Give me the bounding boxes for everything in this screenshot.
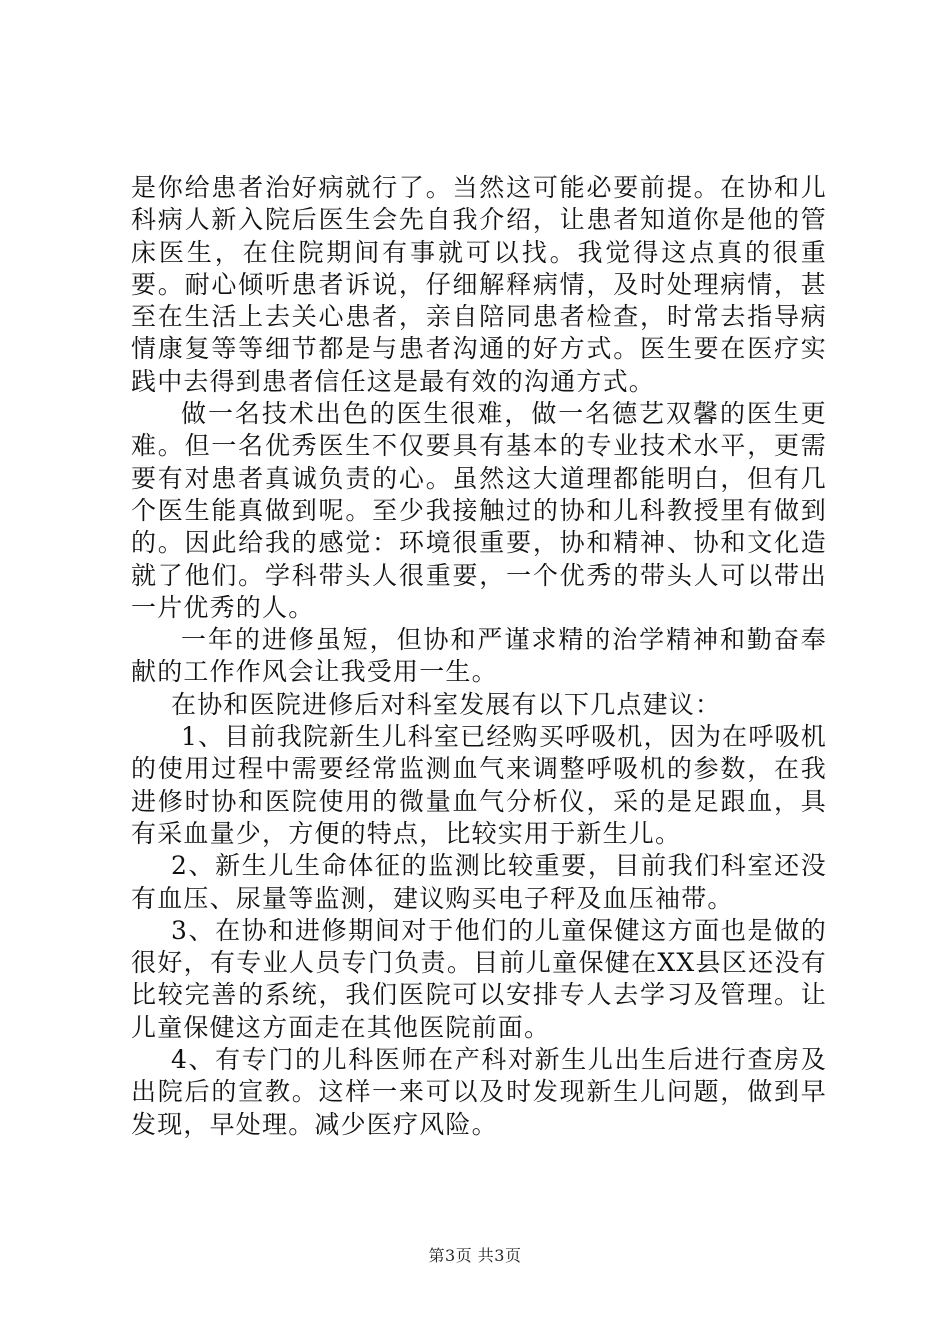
document-body xyxy=(131,172,827,1141)
suggestion-item-3: 3、在协和进修期间对于他们的儿童保健这方面也是做的很好，有专业人员专门负责。目前儿童保健在XX县区还没有比较完善的系统，我们医院可以安排专人去学习及管理。让儿童保健这方面走在其他医院前面。 xyxy=(131,915,827,1042)
paragraph-suggestions-intro: 在协和医院进修后对科室发展有以下几点建议： xyxy=(171,689,722,719)
suggestion-item-1: 1、目前我院新生儿科室已经购买呼吸机，因为在呼吸机的使用过程中需要经常监测血气来调整呼吸机的参数，在我进修时协和医院使用的微量血气分析仪，采的是足跟血，具有采血量少，方便的特点，比较实用于新生儿。 xyxy=(131,722,827,848)
suggestion-item-4: 4、有专门的儿科医师在产科对新生儿出生后进行查房及出院后的宣教。这样一来可以及时发现新生儿问题，做到早发现，早处理。减少医疗风险。 xyxy=(131,1045,827,1139)
paragraph-doctor-qualities: 做一名技术出色的医生很难，做一名德艺双馨的医生更难。但一名优秀医生不仅要具有基本的专业技术水平，更需要有对患者真诚负责的心。虽然这大道理都能明白，但有几个医生能真做到呢。至少我接触过的协和儿科教授里有做到的。因此给我的感觉：环境很重要，协和精神、协和文化造就了他们。学科带头人很重要，一个优秀的带头人可以带出一片优秀的人。 xyxy=(131,399,827,622)
paragraph-continuation: 是你给患者治好病就行了。当然这可能必要前提。在协和儿科病人新入院后医生会先自我介绍，让患者知道你是他的管床医生，在住院期间有事就可以找。我觉得这点真的很重要。耐心倾听患者诉说，仔细解释病情，及时处理病情，甚至在生活上去关心患者，亲自陪同患者检查，时常去指导病情康复等等细节都是与患者沟通的好方式。医生要在医疗实践中去得到患者信任这是最有效的沟通方式。 xyxy=(131,173,827,396)
page-footer: 第3页 共3页 xyxy=(428,1246,522,1265)
suggestion-item-2: 2、新生儿生命体征的监测比较重要，目前我们科室还没有血压、尿量等监测，建议购买电子秤及血压袖带。 xyxy=(131,851,827,913)
paragraph-training-reflection: 一年的进修虽短，但协和严谨求精的治学精神和勤奋奉献的工作作风会让我受用一生。 xyxy=(131,625,827,687)
